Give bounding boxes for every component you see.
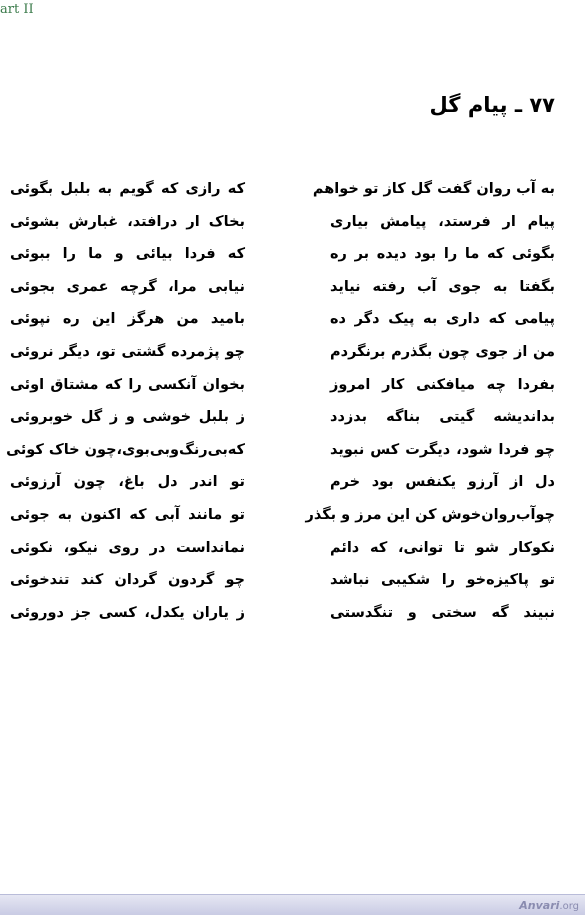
verse-second-hemistich: که رازی که گویم به بلبل بگوئی [10, 181, 245, 197]
footer-bar [0, 894, 585, 915]
verse-first-hemistich: چو فردا شود، دیگرت کس نبوید [330, 441, 555, 458]
verse-second-hemistich: تو اندر دل باغ، چون آرزوئی [10, 474, 245, 491]
verse-row [0, 277, 585, 310]
verse-row [0, 342, 585, 375]
watermark-brand: Anvari [519, 899, 560, 912]
verse-row [0, 179, 585, 212]
poem-title: ۷۷ ـ پیام گل [429, 93, 555, 117]
verse-row [0, 309, 585, 342]
verse-row [0, 212, 585, 245]
verse-second-hemistich: بخوان آنکسی را که مشتاق اوئی [10, 376, 245, 393]
verse-first-hemistich: نکوکار شو تا توانی، که دائم [330, 539, 555, 556]
verse-first-hemistich: پیامی که داری به پیک دگر ده [330, 311, 555, 328]
verse-first-hemistich: پیام ار فرستد، پیامش بیاری [330, 213, 555, 230]
verse-second-hemistich: چو پژمرده گشتی تو، دیگر نروئی [10, 343, 245, 360]
watermark-suffix: .org [559, 901, 579, 912]
verse-first-hemistich: نبیند گه سختی و تنگدستی [330, 604, 555, 621]
verse-list [0, 179, 585, 635]
verse-first-hemistich: تو پاکیزه‌خو را شکیبی نباشد [330, 572, 555, 589]
verse-second-hemistich: بخاک ار درافتد، غبارش بشوئی [10, 213, 245, 230]
verse-second-hemistich: بامید من هرگز این ره نپوئی [10, 311, 245, 328]
verse-second-hemistich: ز بلبل خوشی و ز گل خوبروئی [10, 409, 245, 426]
verse-second-hemistich: چو گردون گردان کند تندخوئی [10, 572, 245, 589]
verse-row [0, 244, 585, 277]
verse-first-hemistich: بفردا چه میافکنی کار امروز [330, 376, 555, 393]
verse-first-hemistich: دل از آرزو یکنفس بود خرم [330, 474, 555, 491]
verse-second-hemistich: که فردا بیائی و ما را ببوئی [10, 246, 245, 263]
verse-first-hemistich: بگوئی که ما را بود دیده بر ره [330, 246, 555, 263]
verse-second-hemistich: نیابی مرا، گرچه عمری بجوئی [10, 278, 245, 295]
verse-first-hemistich: من از جوی چون بگذرم برنگردم [330, 343, 555, 360]
verse-row [0, 440, 585, 473]
watermark [519, 899, 579, 912]
verse-row [0, 505, 585, 538]
verse-row [0, 407, 585, 440]
verse-second-hemistich: تو مانند آبی که اکنون به جوئی [10, 506, 245, 523]
verse-first-hemistich: چوآب‌روان‌خوش کن این مرز و بگذر [305, 506, 555, 523]
verse-second-hemistich: نمانداست در روی نیکو، نکوئی [10, 539, 245, 556]
page-header-label: art II [0, 2, 34, 17]
verse-first-hemistich: بداندیشه گیتی بناگه بدزدد [330, 409, 555, 426]
verse-second-hemistich: که‌بی‌رنگ‌وبی‌بوی،چون خاک کوئی [6, 441, 245, 458]
verse-row [0, 472, 585, 505]
verse-row [0, 603, 585, 636]
verse-row [0, 375, 585, 408]
verse-row [0, 538, 585, 571]
verse-row [0, 570, 585, 603]
verse-second-hemistich: ز یاران یکدل، کسی جز دوروئی [10, 604, 245, 621]
verse-first-hemistich: به آب روان گفت گل کاز تو خواهم [312, 181, 555, 197]
verse-first-hemistich: بگفتا به جوی آب رفته نیاید [330, 278, 555, 295]
